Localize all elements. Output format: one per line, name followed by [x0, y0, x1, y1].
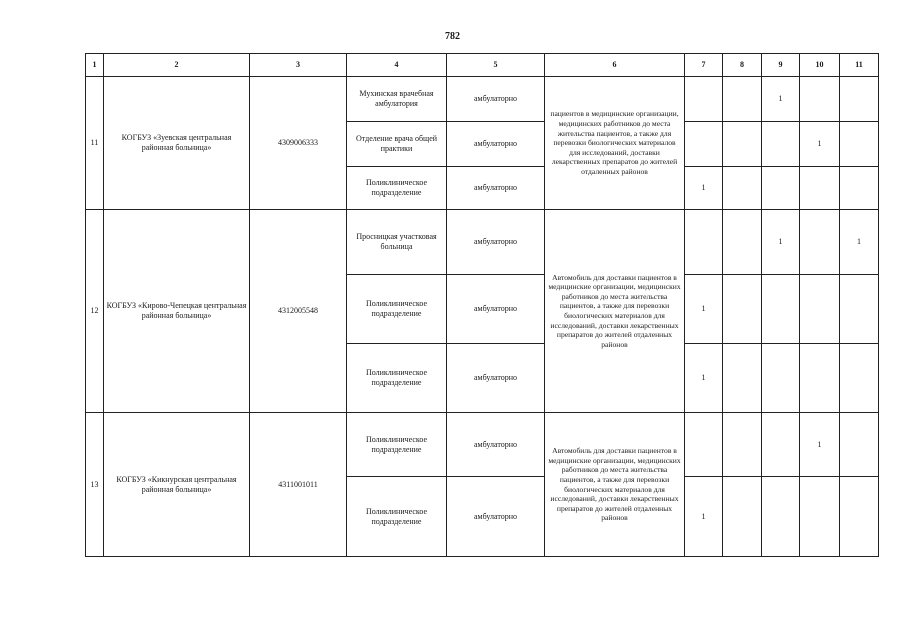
row-number: 12: [86, 210, 104, 413]
row-number: 13: [86, 413, 104, 557]
column-header: 9: [762, 54, 800, 77]
care-type: амбулаторно: [447, 275, 545, 344]
cell-7: 1: [685, 477, 723, 557]
unit-name: Мухинская врачебная амбулатория: [347, 77, 447, 122]
cell-10: [800, 344, 840, 413]
transport-description: Автомобиль для доставки пациентов в медицинские организации, медицинских работников до места жительства пациентов, а также для перевозки биологических материалов для исследований, доставки лекарственных препаратов до жителей отдаленных районов: [545, 210, 685, 413]
cell-7: 1: [685, 167, 723, 210]
page-number: 782: [445, 31, 460, 42]
column-header: 1: [86, 54, 104, 77]
organization-name: КОГБУЗ «Кикнурская центральная районная больница»: [104, 413, 250, 557]
care-type: амбулаторно: [447, 210, 545, 275]
column-header: 6: [545, 54, 685, 77]
inn-value: 4309006333: [250, 77, 347, 210]
cell-7: [685, 413, 723, 477]
cell-11: [840, 344, 879, 413]
cell-7: 1: [685, 275, 723, 344]
table-row: [86, 210, 879, 275]
cell-7: 1: [685, 344, 723, 413]
table-row: [86, 413, 879, 477]
cell-8: [723, 344, 762, 413]
cell-9: [762, 413, 800, 477]
cell-9: [762, 344, 800, 413]
unit-name: Поликлиническое подразделение: [347, 167, 447, 210]
medical-table: [85, 53, 879, 557]
transport-description: пациентов в медицинские организации, медицинских работников до места жительства пациентов, а также для перевозки биологических материалов для исследований, доставки лекарственных препаратов до жителей отдаленных районов: [545, 77, 685, 210]
cell-11: [840, 275, 879, 344]
column-header: 8: [723, 54, 762, 77]
column-header: 2: [104, 54, 250, 77]
cell-10: [800, 77, 840, 122]
column-header: 11: [840, 54, 879, 77]
table-row: [86, 77, 879, 122]
care-type: амбулаторно: [447, 122, 545, 167]
cell-8: [723, 477, 762, 557]
cell-7: [685, 122, 723, 167]
cell-9: [762, 167, 800, 210]
cell-10: [800, 275, 840, 344]
cell-10: [800, 210, 840, 275]
cell-8: [723, 77, 762, 122]
care-type: амбулаторно: [447, 77, 545, 122]
column-header: 7: [685, 54, 723, 77]
cell-8: [723, 275, 762, 344]
unit-name: Поликлиническое подразделение: [347, 413, 447, 477]
column-header: 5: [447, 54, 545, 77]
organization-name: КОГБУЗ «Зуевская центральная районная больница»: [104, 77, 250, 210]
cell-11: [840, 77, 879, 122]
cell-11: [840, 167, 879, 210]
cell-11: 1: [840, 210, 879, 275]
column-header: 4: [347, 54, 447, 77]
cell-7: [685, 210, 723, 275]
transport-description: Автомобиль для доставки пациентов в медицинские организации, медицинских работников до места жительства пациентов, а также для перевозки биологических материалов для исследований, доставки лекарственных препаратов до жителей отдаленных районов: [545, 413, 685, 557]
unit-name: Отделение врача общей практики: [347, 122, 447, 167]
cell-9: 1: [762, 77, 800, 122]
cell-9: [762, 477, 800, 557]
column-header: 10: [800, 54, 840, 77]
row-number: 11: [86, 77, 104, 210]
organization-name: КОГБУЗ «Кирово-Чепецкая центральная районная больница»: [104, 210, 250, 413]
header-row: [86, 54, 879, 77]
care-type: амбулаторно: [447, 167, 545, 210]
unit-name: Поликлиническое подразделение: [347, 275, 447, 344]
cell-9: [762, 122, 800, 167]
unit-name: Просницкая участковая больница: [347, 210, 447, 275]
care-type: амбулаторно: [447, 477, 545, 557]
cell-9: [762, 275, 800, 344]
cell-10: [800, 167, 840, 210]
cell-9: 1: [762, 210, 800, 275]
care-type: амбулаторно: [447, 344, 545, 413]
cell-8: [723, 122, 762, 167]
column-header: 3: [250, 54, 347, 77]
cell-8: [723, 167, 762, 210]
cell-10: 1: [800, 413, 840, 477]
care-type: амбулаторно: [447, 413, 545, 477]
unit-name: Поликлиническое подразделение: [347, 344, 447, 413]
unit-name: Поликлиническое подразделение: [347, 477, 447, 557]
cell-8: [723, 413, 762, 477]
cell-11: [840, 122, 879, 167]
cell-10: [800, 477, 840, 557]
cell-11: [840, 413, 879, 477]
cell-11: [840, 477, 879, 557]
inn-value: 4311001011: [250, 413, 347, 557]
cell-8: [723, 210, 762, 275]
cell-7: [685, 77, 723, 122]
cell-10: 1: [800, 122, 840, 167]
inn-value: 4312005548: [250, 210, 347, 413]
